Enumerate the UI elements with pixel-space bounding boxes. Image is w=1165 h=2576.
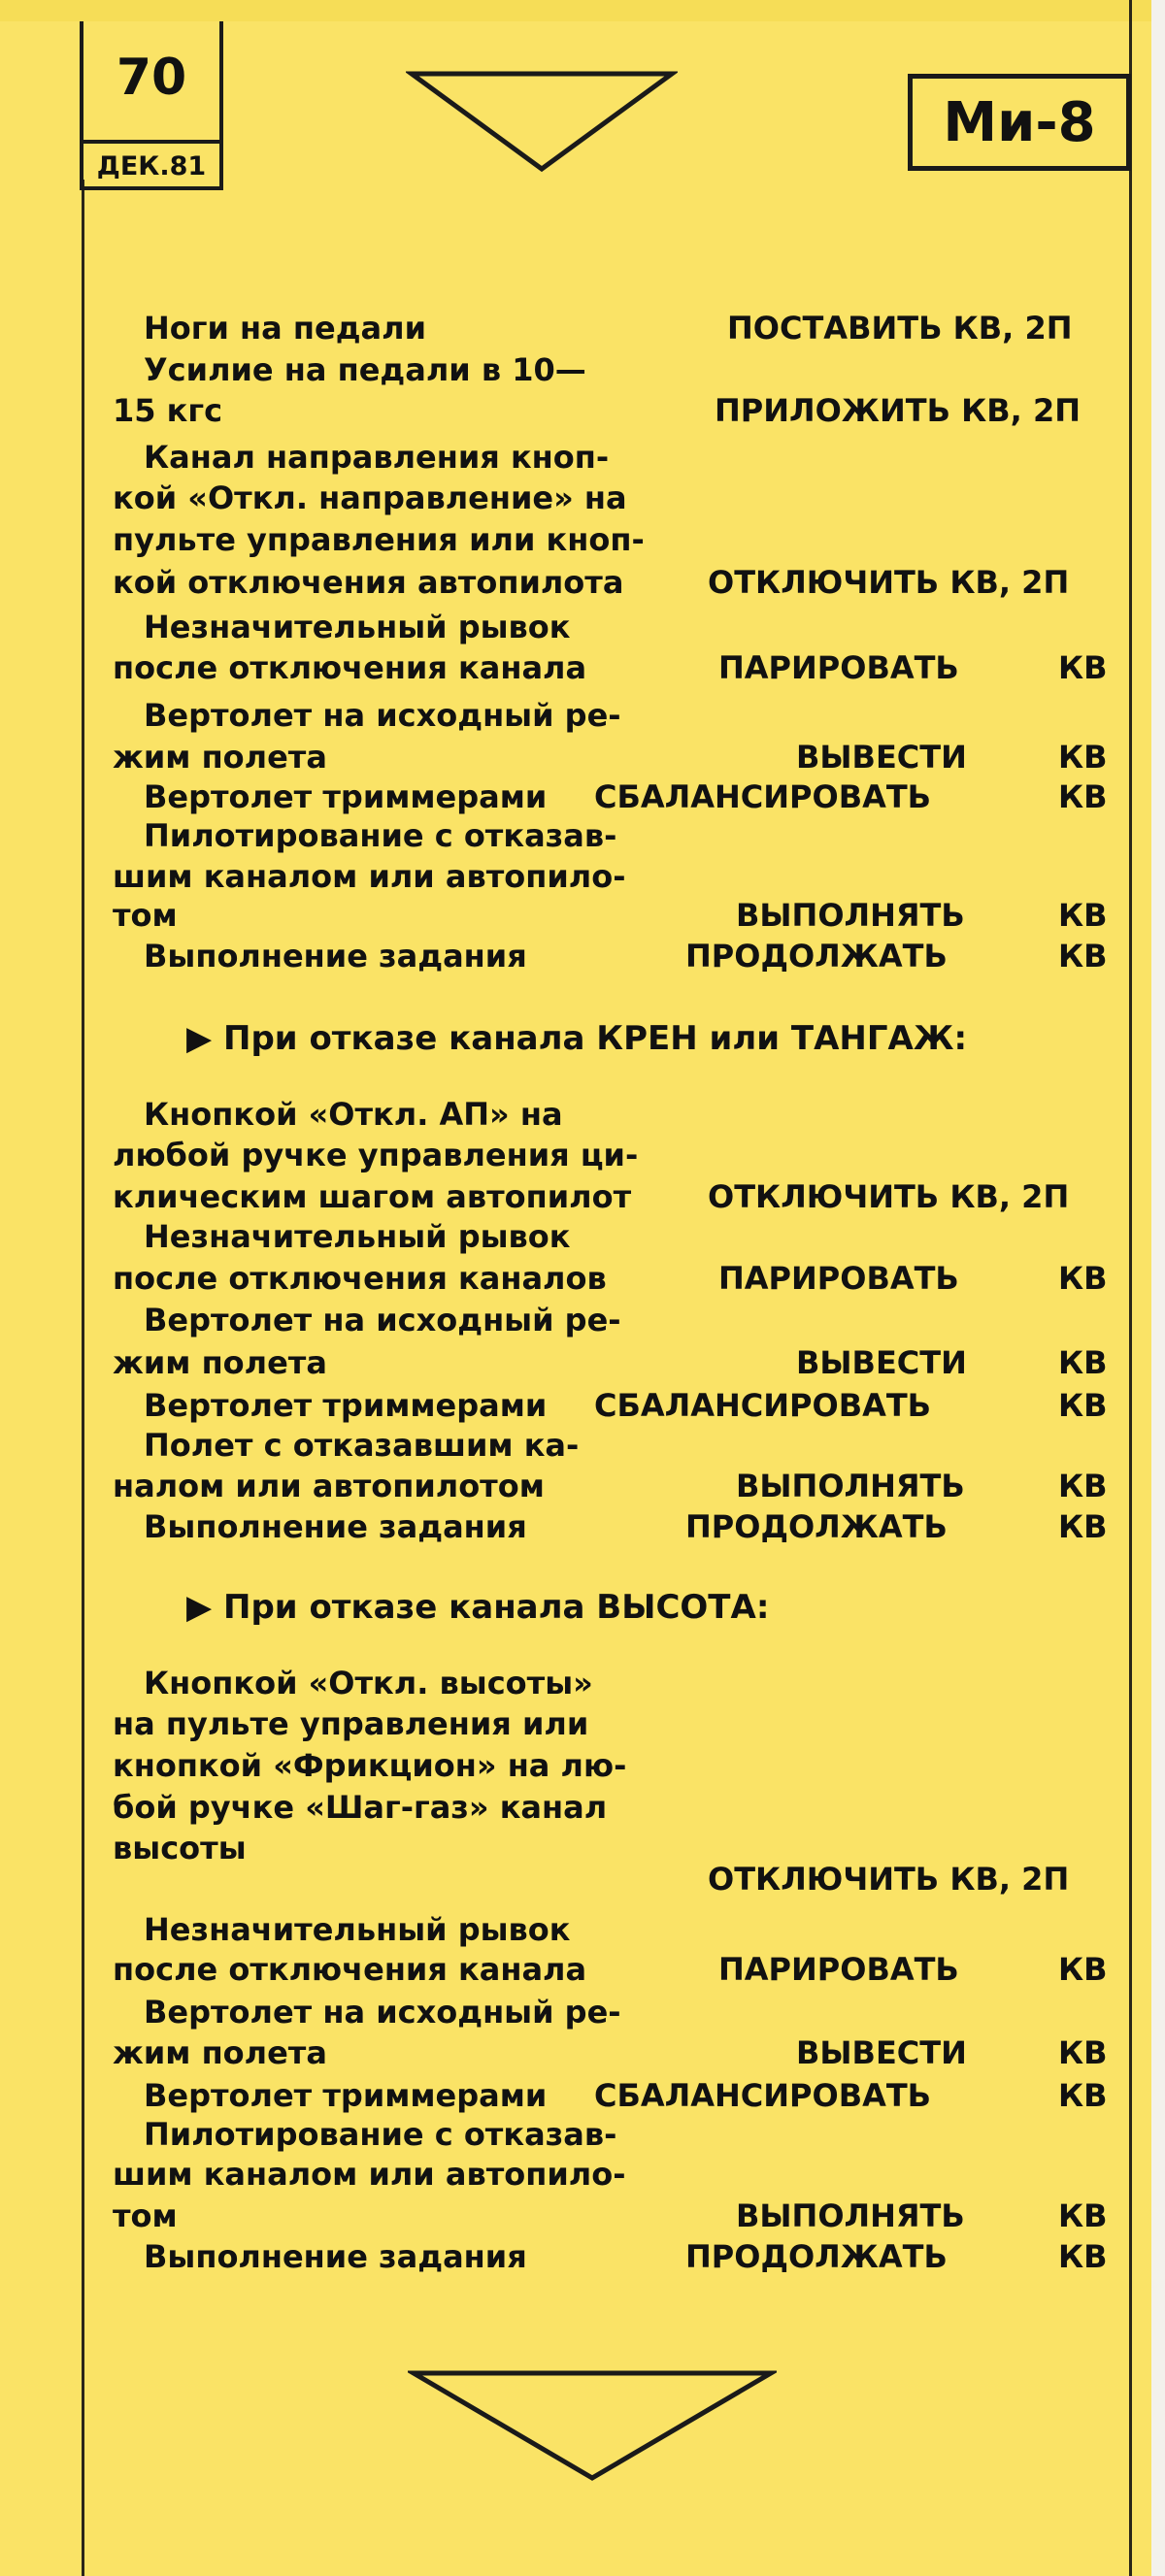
action-сбалансировать: СБАЛАНСИРОВАТЬ xyxy=(594,1387,932,1424)
instruction-text: после отключения канала xyxy=(113,649,587,686)
instruction-text: шим каналом или автопило- xyxy=(113,2156,626,2193)
crew-code: КВ xyxy=(1058,2197,1108,2234)
action-выполнять: ВЫПОЛНЯТЬ xyxy=(736,897,965,934)
bottom-down-triangle-icon xyxy=(408,2367,777,2484)
instruction-text: том xyxy=(113,2197,178,2234)
action-парировать: ПАРИРОВАТЬ xyxy=(718,1260,959,1297)
instruction-text: Выполнение задания xyxy=(144,2238,527,2275)
action-сбалансировать: СБАЛАНСИРОВАТЬ xyxy=(594,778,932,815)
instruction-text: высоты xyxy=(113,1830,247,1866)
condition-heading: ▶ При отказе канала ВЫСОТА: xyxy=(186,1588,770,1627)
action-отключить-кв-2п: ОТКЛЮЧИТЬ КВ, 2П xyxy=(708,1178,1070,1215)
crew-code: КВ xyxy=(1058,649,1108,686)
instruction-text: Вертолет триммерами xyxy=(144,1387,548,1424)
crew-code: КВ xyxy=(1058,938,1108,974)
instruction-text: Вертолет на исходный ре- xyxy=(144,1994,621,2031)
right-margin-rule xyxy=(1129,0,1132,2576)
instruction-text: кой отключения автопилота xyxy=(113,564,624,601)
instruction-text: шим каналом или автопило- xyxy=(113,858,626,895)
page-number: 70 xyxy=(116,49,187,107)
aircraft-model-box: Ми-8 xyxy=(908,74,1131,171)
page-number-box xyxy=(80,21,223,190)
instruction-text: Выполнение задания xyxy=(144,938,527,974)
instruction-text: Кнопкой «Откл. АП» на xyxy=(144,1096,563,1133)
instruction-text: пульте управления или кноп- xyxy=(113,521,645,558)
instruction-text: кой «Откл. направление» на xyxy=(113,479,627,516)
instruction-text: Полет с отказавшим ка- xyxy=(144,1427,580,1464)
condition-heading: ▶ При отказе канала КРЕН или ТАНГАЖ: xyxy=(186,1019,968,1058)
action-отключить-кв-2п: ОТКЛЮЧИТЬ КВ, 2П xyxy=(708,1861,1070,1898)
instruction-text: Вертолет на исходный ре- xyxy=(144,1302,621,1338)
action-вывести: ВЫВЕСТИ xyxy=(796,739,967,776)
instruction-text: Пилотирование с отказав- xyxy=(144,817,617,854)
action-вывести: ВЫВЕСТИ xyxy=(796,2034,967,2071)
instruction-text: Вертолет триммерами xyxy=(144,2077,548,2114)
instruction-text: Вертолет на исходный ре- xyxy=(144,697,621,734)
crew-code: КВ xyxy=(1058,1387,1108,1424)
action-отключить-кв-2п: ОТКЛЮЧИТЬ КВ, 2П xyxy=(708,564,1070,601)
crew-code: КВ xyxy=(1058,1468,1108,1504)
instruction-text: любой ручке управления ци- xyxy=(113,1137,639,1173)
action-приложить-кв-2п: ПРИЛОЖИТЬ КВ, 2П xyxy=(715,392,1081,429)
crew-code: КВ xyxy=(1058,778,1108,815)
instruction-text: Вертолет триммерами xyxy=(144,778,548,815)
action-вывести: ВЫВЕСТИ xyxy=(796,1344,967,1381)
instruction-text: налом или автопилотом xyxy=(113,1468,545,1504)
crew-code: КВ xyxy=(1058,2238,1108,2275)
crew-code: КВ xyxy=(1058,2034,1108,2071)
action-выполнять: ВЫПОЛНЯТЬ xyxy=(736,1468,965,1504)
instruction-text: Усилие на педали в 10— xyxy=(144,351,586,388)
instruction-text: клическим шагом автопилот xyxy=(113,1178,632,1215)
action-выполнять: ВЫПОЛНЯТЬ xyxy=(736,2197,965,2234)
crew-code: КВ xyxy=(1058,1260,1108,1297)
crew-code: КВ xyxy=(1058,1344,1108,1381)
instruction-text: Выполнение задания xyxy=(144,1508,527,1545)
crew-code: КВ xyxy=(1058,739,1108,776)
action-продолжать: ПРОДОЛЖАТЬ xyxy=(685,938,948,974)
instruction-text: том xyxy=(113,897,178,934)
instruction-text: на пульте управления или xyxy=(113,1705,589,1742)
action-продолжать: ПРОДОЛЖАТЬ xyxy=(685,1508,948,1545)
instruction-text: Ноги на педали xyxy=(144,310,426,347)
instruction-text: Незначительный рывок xyxy=(144,1218,571,1255)
left-margin-rule xyxy=(82,180,84,2576)
instruction-text: после отключения канала xyxy=(113,1951,587,1988)
instruction-text: кнопкой «Фрикцион» на лю- xyxy=(113,1747,627,1784)
instruction-text: Кнопкой «Откл. высоты» xyxy=(144,1665,593,1701)
instruction-text: Канал направления кноп- xyxy=(144,439,610,476)
action-парировать: ПАРИРОВАТЬ xyxy=(718,649,959,686)
crew-code: КВ xyxy=(1058,2077,1108,2114)
card-top-edge xyxy=(0,0,1151,21)
top-down-triangle-icon xyxy=(406,68,678,175)
action-продолжать: ПРОДОЛЖАТЬ xyxy=(685,2238,948,2275)
action-сбалансировать: СБАЛАНСИРОВАТЬ xyxy=(594,2077,932,2114)
instruction-text: бой ручке «Шаг-газ» канал xyxy=(113,1789,608,1826)
instruction-text: Пилотирование с отказав- xyxy=(144,2116,617,2153)
instruction-text: жим полета xyxy=(113,2034,327,2071)
instruction-text: жим полета xyxy=(113,739,327,776)
instruction-text: 15 кгс xyxy=(113,392,223,429)
page-date: ДЕК.81 xyxy=(96,151,207,182)
instruction-text: после отключения каналов xyxy=(113,1260,607,1297)
instruction-text: Незначительный рывок xyxy=(144,1911,571,1948)
page-box-divider xyxy=(83,140,219,144)
crew-code: КВ xyxy=(1058,1951,1108,1988)
instruction-text: Незначительный рывок xyxy=(144,609,571,645)
instruction-text: жим полета xyxy=(113,1344,327,1381)
crew-code: КВ xyxy=(1058,1508,1108,1545)
action-поставить-кв-2п: ПОСТАВИТЬ КВ, 2П xyxy=(727,310,1073,347)
action-парировать: ПАРИРОВАТЬ xyxy=(718,1951,959,1988)
crew-code: КВ xyxy=(1058,897,1108,934)
